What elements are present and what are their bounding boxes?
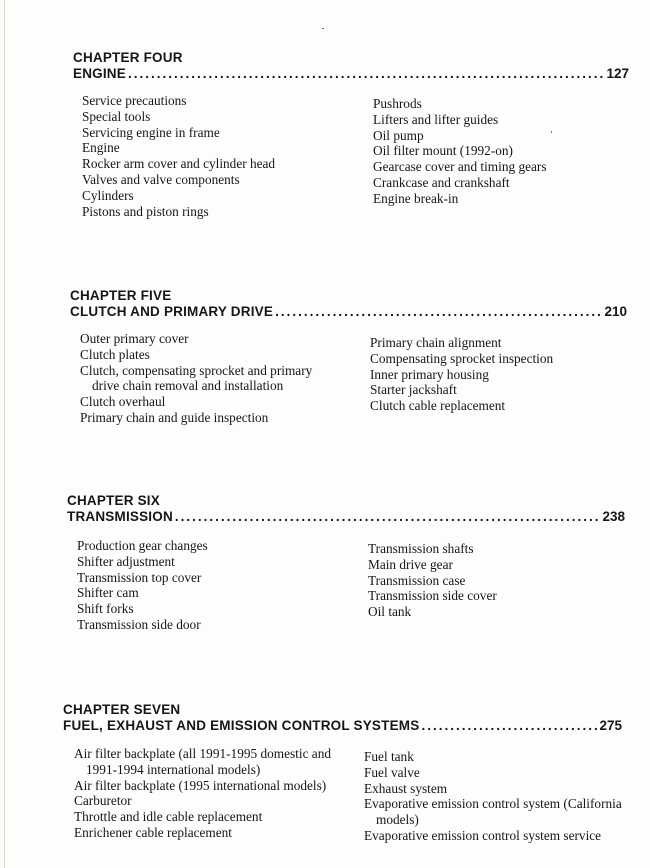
topic-item: Main drive gear <box>368 556 453 572</box>
dot-leader <box>275 304 602 320</box>
chapter-six-left-topics <box>77 538 208 633</box>
dot-leader <box>421 718 597 734</box>
topic-item: Service precautions <box>82 93 187 108</box>
page-number: 275 <box>599 718 622 733</box>
topic-item: Inner primary housing <box>370 366 489 382</box>
chapter-seven-section <box>63 702 622 734</box>
chapter-five-left-topics <box>80 331 312 426</box>
topic-item: Transmission case <box>368 572 466 588</box>
chapter-four-right-topics <box>373 96 547 207</box>
page-number: 210 <box>604 304 627 319</box>
topic-item: Primary chain alignment <box>370 335 502 350</box>
topic-item: Pistons and piston rings <box>82 203 209 219</box>
topic-item: Fuel tank <box>364 749 414 764</box>
topic-item-continuation: 1991-1994 international models) <box>86 761 261 777</box>
chapter-label: CHAPTER SEVEN <box>63 702 181 717</box>
chapter-four-left-topics <box>82 93 275 219</box>
scan-speck <box>551 131 552 133</box>
topic-item: Evaporative emission control system service <box>364 827 602 843</box>
chapter-four-section <box>73 50 629 82</box>
chapter-title-line <box>63 718 622 734</box>
page-number: 238 <box>602 509 625 524</box>
chapter-title-line <box>73 66 629 82</box>
topic-item-continuation: drive chain removal and installation <box>92 378 284 394</box>
topic-item: Lifters and lifter guides <box>373 111 499 127</box>
topic-item: Clutch, compensating sprocket and primary <box>80 362 313 378</box>
topic-item: Fuel valve <box>364 764 420 780</box>
topic-item: Oil filter mount (1992-on) <box>373 143 513 159</box>
topic-item: Oil tank <box>368 604 412 620</box>
chapter-five-section <box>70 288 627 320</box>
topic-item: Transmission shafts <box>368 541 474 556</box>
topic-item: Air filter backplate (all 1991-1995 domestic and <box>74 746 331 761</box>
topic-item: Valves and valve components <box>82 171 240 187</box>
chapter-title-line <box>70 304 627 320</box>
topic-item: Engine break-in <box>373 190 459 206</box>
topic-item: Rocker arm cover and cylinder head <box>82 156 276 172</box>
topic-item: Servicing engine in frame <box>82 124 220 140</box>
topic-item: Engine <box>82 140 120 156</box>
topic-item: Clutch overhaul <box>80 394 166 410</box>
topic-item: Crankcase and crankshaft <box>373 174 510 190</box>
topic-item: Clutch plates <box>80 346 150 362</box>
topic-item: Evaporative emission control system (California <box>364 796 622 812</box>
topic-item: Outer primary cover <box>80 331 189 346</box>
topic-item: Production gear changes <box>77 538 208 553</box>
topic-item: Special tools <box>82 108 151 124</box>
scan-speck <box>322 28 324 29</box>
dot-leader <box>175 509 601 525</box>
chapter-title: ENGINE <box>73 66 126 81</box>
chapter-title-line <box>67 509 625 525</box>
chapter-six-section <box>67 493 625 525</box>
topic-item: Shifter adjustment <box>77 553 175 569</box>
scan-edge-line <box>4 0 5 868</box>
topic-item: Oil pump <box>373 127 424 143</box>
topic-item: Transmission top cover <box>77 569 202 585</box>
page-number: 127 <box>606 66 629 81</box>
dot-leader <box>128 66 605 82</box>
chapter-seven-left-topics <box>74 746 331 841</box>
topic-item: Pushrods <box>373 96 422 111</box>
topic-item: Throttle and idle cable replacement <box>74 809 263 825</box>
chapter-title: TRANSMISSION <box>67 509 173 524</box>
topic-item: Carburetor <box>74 793 132 809</box>
topic-item: Enrichener cable replacement <box>74 824 232 840</box>
chapter-title: FUEL, EXHAUST AND EMISSION CONTROL SYSTEMS <box>63 718 420 733</box>
topic-item: Shift forks <box>77 601 134 617</box>
topic-item: Transmission side cover <box>368 588 497 604</box>
chapter-label: CHAPTER FOUR <box>73 50 183 65</box>
chapter-five-right-topics <box>370 335 553 414</box>
topic-item: Shifter cam <box>77 585 139 601</box>
topic-item: Gearcase cover and timing gears <box>373 159 547 175</box>
chapter-title: CLUTCH AND PRIMARY DRIVE <box>70 304 274 319</box>
chapter-seven-right-topics <box>364 749 622 844</box>
topic-item: Clutch cable replacement <box>370 398 506 414</box>
topic-item: Transmission side door <box>77 616 201 632</box>
topic-item: Primary chain and guide inspection <box>80 409 269 425</box>
topic-item: Air filter backplate (1995 international models) <box>74 777 327 793</box>
topic-item: Starter jackshaft <box>370 382 457 398</box>
topic-item: Exhaust system <box>364 780 448 796</box>
chapter-label: CHAPTER SIX <box>67 493 160 508</box>
chapter-label: CHAPTER FIVE <box>70 288 172 303</box>
chapter-six-right-topics <box>368 541 497 620</box>
topic-item: Cylinders <box>82 187 134 203</box>
topic-item: Compensating sprocket inspection <box>370 350 554 366</box>
topic-item-continuation: models) <box>376 812 419 828</box>
